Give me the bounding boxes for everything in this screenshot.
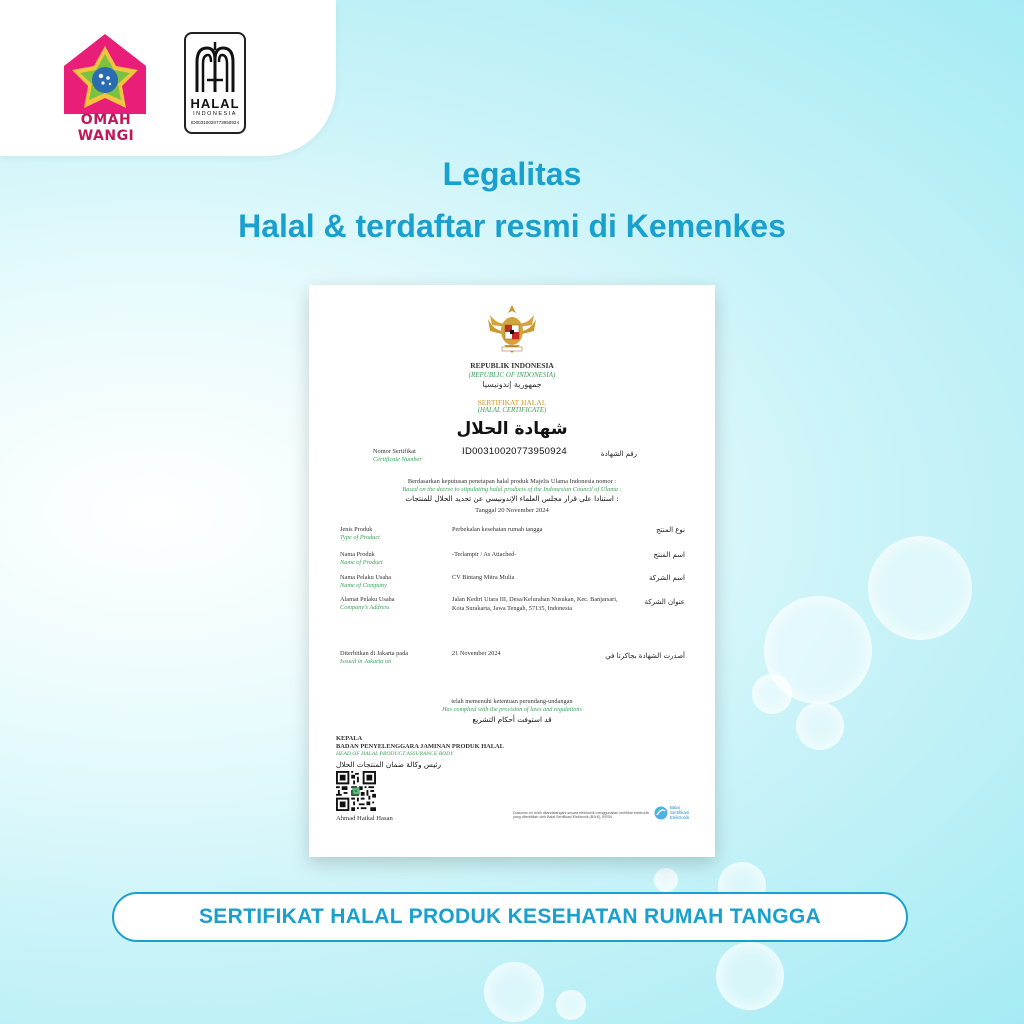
field-address-value: Jalan Kediri Utara III, Desa/Kelurahan Nusukan, Kec. Banjarsari, Kota Surakarta, Jawa Tengah, 57135, Indonesia <box>452 596 618 612</box>
cert-footnote: Dokumen ini telah ditandatangani secara elektronik menggunakan sertifikat elektronik yang diterbitkan oleh Balai Sertifikasi Elektronik (BSrE), BSSN <box>513 811 650 820</box>
cert-number-label: Nomor Sertifikat Certificate Number <box>373 448 422 463</box>
cert-complied: telah memenuhi ketentuan perundang-undangan <box>451 698 573 705</box>
issued-label-ar: أصدرت الشهادة بجاكرتا في <box>605 652 685 660</box>
decor-bubble <box>556 990 586 1020</box>
issued-label: Diterbitkan di Jakarta pada Issued in Jakarta on <box>340 650 409 665</box>
field-company-value: CV Bintang Mitra Mulia <box>452 574 515 581</box>
cert-title-ar: شهادة الحلال <box>456 419 568 439</box>
decor-bubble <box>752 674 792 714</box>
field-address-label: Alamat Pelaku Usaha Company's Address <box>340 596 395 611</box>
field-type-value: Perbekalan kesehatan rumah tangga <box>452 526 543 533</box>
cert-complied-en: Has complied with the provision of laws and regulations <box>442 706 582 713</box>
field-product-value: -Terlampir / As Attached- <box>452 551 517 558</box>
cert-basis: Berdasarkan keputusan penetapan halal produk Majelis Ulama Indonesia nomor : <box>407 478 617 485</box>
cert-signer: Ahmad Haikal Hasan <box>336 815 393 822</box>
field-product-label: Nama Produk Name of Product <box>340 551 383 566</box>
cert-basis-ar: استنادا على قرار مجلس العلماء الإندونيسي عن تحديد الحلال للمنتجات : <box>405 494 619 503</box>
cert-agency: BADAN PENYELENGGARA JAMINAN PRODUK HALAL <box>336 743 504 750</box>
garuda-pancasila-emblem-icon <box>486 301 538 355</box>
field-product-label-ar: اسم المنتج <box>653 551 685 559</box>
qr-code-icon <box>336 771 376 811</box>
halal-certificate <box>309 285 715 857</box>
headline-subtitle: Halal & terdaftar resmi di Kemenkes <box>238 208 786 244</box>
cert-agency-ar: رئيس وكالة ضمان المنتجات الحلال <box>336 760 441 769</box>
field-type-label-ar: نوع المنتج <box>656 526 685 534</box>
headline-title: Legalitas <box>442 156 582 192</box>
cert-agency-en: HEAD OF HALAL PRODUCT ASSURANCE BODY <box>336 751 454 757</box>
decor-bubble <box>654 868 678 892</box>
cert-number: ID00310020773950924 <box>462 446 568 457</box>
halal-logo-word: HALAL <box>190 96 240 111</box>
cert-date: Tanggal 20 November 2024 <box>475 507 549 514</box>
field-company-label: Nama Pelaku Usaha Name of Company <box>340 574 392 589</box>
cert-complied-ar: قد استوفت أحكام التشريع <box>472 715 552 724</box>
halal-indonesia-logo-icon <box>184 32 246 134</box>
cert-head: KEPALA <box>336 735 363 742</box>
cert-republic-ar: جمهورية إندونيسيا <box>482 380 542 389</box>
cert-title: SERTIFIKAT HALAL <box>477 398 547 407</box>
bsre-logo-text: Balai Sertifikasi Elektronik <box>670 805 690 820</box>
issued-date: 21 November 2024 <box>452 650 501 657</box>
halal-logo-id: ID00310020773950924 <box>190 120 240 125</box>
decor-bubble <box>716 942 784 1010</box>
cert-title-en: (HALAL CERTIFICATE) <box>477 407 547 414</box>
halal-logo-country: INDONESIA <box>193 111 237 117</box>
field-type-label: Jenis Produk Type of Product <box>340 526 380 541</box>
cert-republic-en: (REPUBLIC OF INDONESIA) <box>468 371 556 379</box>
decor-bubble <box>796 702 844 750</box>
cert-basis-en: Based on the decree to stipulating halal products of the Indonesian Council of Ulama : <box>402 486 622 493</box>
cert-republic: REPUBLIK INDONESIA <box>470 361 554 370</box>
logo-panel <box>0 0 336 156</box>
decor-bubble <box>484 962 544 1022</box>
cert-number-label-ar: رقم الشهادة <box>600 450 637 458</box>
footer-banner: SERTIFIKAT HALAL PRODUK KESEHATAN RUMAH TANGGA <box>112 892 908 942</box>
decor-bubble <box>868 536 972 640</box>
bsre-logo-icon <box>654 806 668 820</box>
brand-name: OMAH WANGI <box>77 112 135 144</box>
field-address-label-ar: عنوان الشركة <box>644 598 685 606</box>
field-company-label-ar: اسم الشركة <box>649 574 685 582</box>
